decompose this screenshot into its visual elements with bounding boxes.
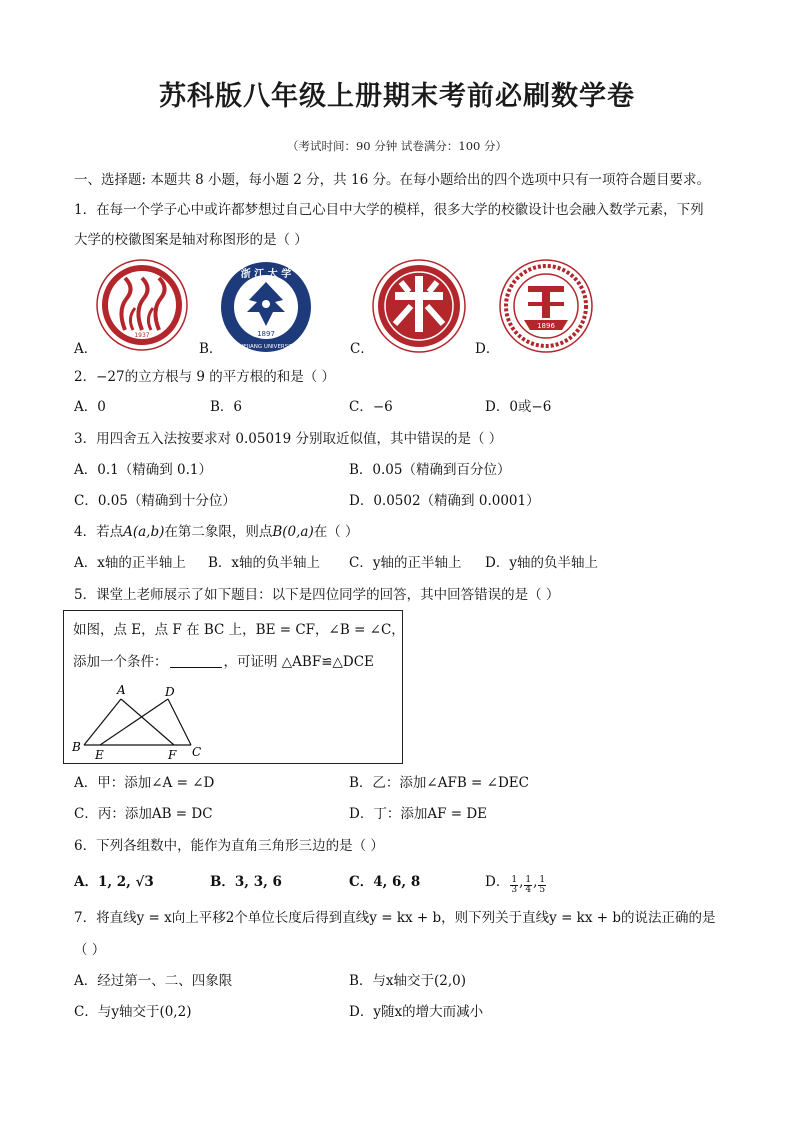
label-e: E bbox=[95, 748, 104, 762]
q3-option-b[interactable]: B．0.05（精确到百分位） bbox=[349, 462, 511, 478]
q4-option-b[interactable]: B．x轴的负半轴上 bbox=[208, 555, 321, 571]
label-c: C bbox=[192, 745, 202, 759]
q5-option-d[interactable]: D．丁：添加AF = DE bbox=[349, 806, 488, 822]
q3-stem: 3．用四舍五入法按要求对 0.05019 分别取近似值，其中错误的是（ ） bbox=[74, 431, 503, 447]
logo-a-emblem bbox=[95, 258, 189, 352]
q6-stem: 6．下列各组数中，能作为直角三角形三边的是（ ） bbox=[74, 838, 384, 854]
label-a: A bbox=[117, 683, 126, 697]
logo-b-year: 1897 bbox=[257, 330, 275, 338]
q5-option-b[interactable]: B．乙：添加∠AFB = ∠DEC bbox=[349, 775, 529, 791]
q5-box-line2 bbox=[73, 653, 374, 671]
q5-box-line1: 如图，点 E，点 F 在 BC 上，BE = CF，∠B = ∠C， bbox=[73, 622, 405, 638]
q4-option-a[interactable]: A．x轴的正半轴上 bbox=[74, 555, 186, 571]
triangle-diagram bbox=[64, 679, 402, 763]
q3-option-a[interactable]: A．0.1（精确到 0.1） bbox=[74, 462, 212, 478]
fraction-one-fourth: $\frac{1}{4}$ bbox=[525, 875, 532, 895]
logo-b-ring-text: ZHEJIANG UNIVERSITY bbox=[235, 344, 297, 350]
q7-option-a[interactable]: A．经过第一、二、四象限 bbox=[74, 973, 233, 989]
q3-option-d[interactable]: D．0.0502（精确到 0.0001） bbox=[349, 493, 540, 509]
logo-d-year: 1896 bbox=[537, 322, 555, 330]
q6-option-a[interactable]: A．1, 2, √3 bbox=[74, 874, 154, 890]
q5-box-line2-suffix: ，可证明 △ABF≌△DCE bbox=[223, 654, 374, 670]
q2-option-b[interactable]: B．6 bbox=[210, 399, 243, 415]
q5-box-line2-prefix: 添加一个条件： bbox=[73, 654, 168, 670]
q6-option-d-label: D． bbox=[485, 874, 510, 890]
q7-option-d[interactable]: D．y随x的增大而减小 bbox=[349, 1004, 484, 1020]
label-f: F bbox=[168, 748, 177, 762]
q1-option-c[interactable]: C． bbox=[350, 341, 374, 357]
q4-stem-part1: 4．若点 bbox=[74, 524, 124, 540]
q1-option-d[interactable]: D． bbox=[475, 341, 500, 357]
q4-stem-part2: 在第二象限，则点 bbox=[164, 524, 273, 540]
q4-stem-part3: 在（ ） bbox=[313, 524, 359, 540]
q3-option-c[interactable]: C．0.05（精确到十分位） bbox=[74, 493, 236, 509]
answer-blank[interactable] bbox=[170, 653, 222, 668]
q7-option-c[interactable]: C．与y轴交于(0,2) bbox=[74, 1004, 192, 1020]
logo-d-emblem bbox=[498, 258, 594, 354]
fraction-one-fifth: $\frac{1}{5}$ bbox=[539, 875, 546, 895]
q2-option-a[interactable]: A．0 bbox=[74, 399, 106, 415]
q4-point-b: B(0,a) bbox=[272, 524, 314, 540]
logo-a-year: 1937 bbox=[134, 332, 150, 339]
q6-option-c[interactable]: C．4, 6, 8 bbox=[349, 874, 421, 890]
label-b: B bbox=[72, 740, 81, 754]
label-d: D bbox=[165, 685, 175, 699]
logo-b-emblem bbox=[219, 260, 313, 354]
q6-option-d[interactable]: D． $\frac{1}{3}$ , $\frac{1}{4}$ , $\frac{1}{5}$ bbox=[485, 874, 546, 895]
q1-option-a[interactable]: A． bbox=[74, 341, 98, 357]
q2-stem: 2．−27的立方根与 9 的平方根的和是（ ） bbox=[74, 369, 336, 385]
logo-b-top-text: 浙 江 大 学 bbox=[240, 269, 292, 280]
q5-option-c[interactable]: C．丙：添加AB = DC bbox=[74, 806, 213, 822]
q5-problem-box bbox=[63, 610, 403, 764]
q5-option-a[interactable]: A．甲：添加∠A = ∠D bbox=[74, 775, 215, 791]
q1-option-b[interactable]: B． bbox=[199, 341, 223, 357]
fraction-one-third: $\frac{1}{3}$ bbox=[511, 875, 518, 895]
q5-stem: 5．课堂上老师展示了如下题目：以下是四位同学的回答，其中回答错误的是（ ） bbox=[74, 587, 560, 603]
q7-stem: 7．将直线y = x向上平移2个单位长度后得到直线y = kx + b，则下列关于直线y = kx + b的说法正确的是 bbox=[74, 910, 716, 926]
q7-option-b[interactable]: B．与x轴交于(2,0) bbox=[349, 973, 467, 989]
q4-option-c[interactable]: C．y轴的正半轴上 bbox=[349, 555, 462, 571]
q1-stem-line2: 大学的校徽图案是轴对称图形的是（ ） bbox=[74, 232, 308, 248]
section-heading: 一、选择题: 本题共 8 小题，每小题 2 分，共 16 分。在每小题给出的四个选项中只有一项符合题目要求。 bbox=[74, 172, 710, 188]
q4-stem bbox=[74, 523, 359, 541]
q4-point-a: A(a,b) bbox=[123, 524, 165, 540]
q1-stem-line1: 1．在每一个学子心中或许都梦想过自己心目中大学的模样，很多大学的校徽设计也会融入数学元素，下列 bbox=[74, 202, 704, 218]
q7-stem-paren: （ ） bbox=[74, 942, 106, 958]
q6-option-b[interactable]: B．3, 3, 6 bbox=[210, 874, 282, 890]
q4-option-d[interactable]: D．y轴的负半轴上 bbox=[485, 555, 598, 571]
q2-option-c[interactable]: C．−6 bbox=[349, 399, 393, 415]
page-title: 苏科版八年级上册期末考前必刷数学卷 bbox=[159, 81, 635, 112]
logo-c-emblem bbox=[371, 258, 467, 354]
q2-option-d[interactable]: D．0或−6 bbox=[485, 399, 552, 415]
exam-info: （考试时间：90 分钟 试卷满分：100 分） bbox=[286, 139, 508, 153]
